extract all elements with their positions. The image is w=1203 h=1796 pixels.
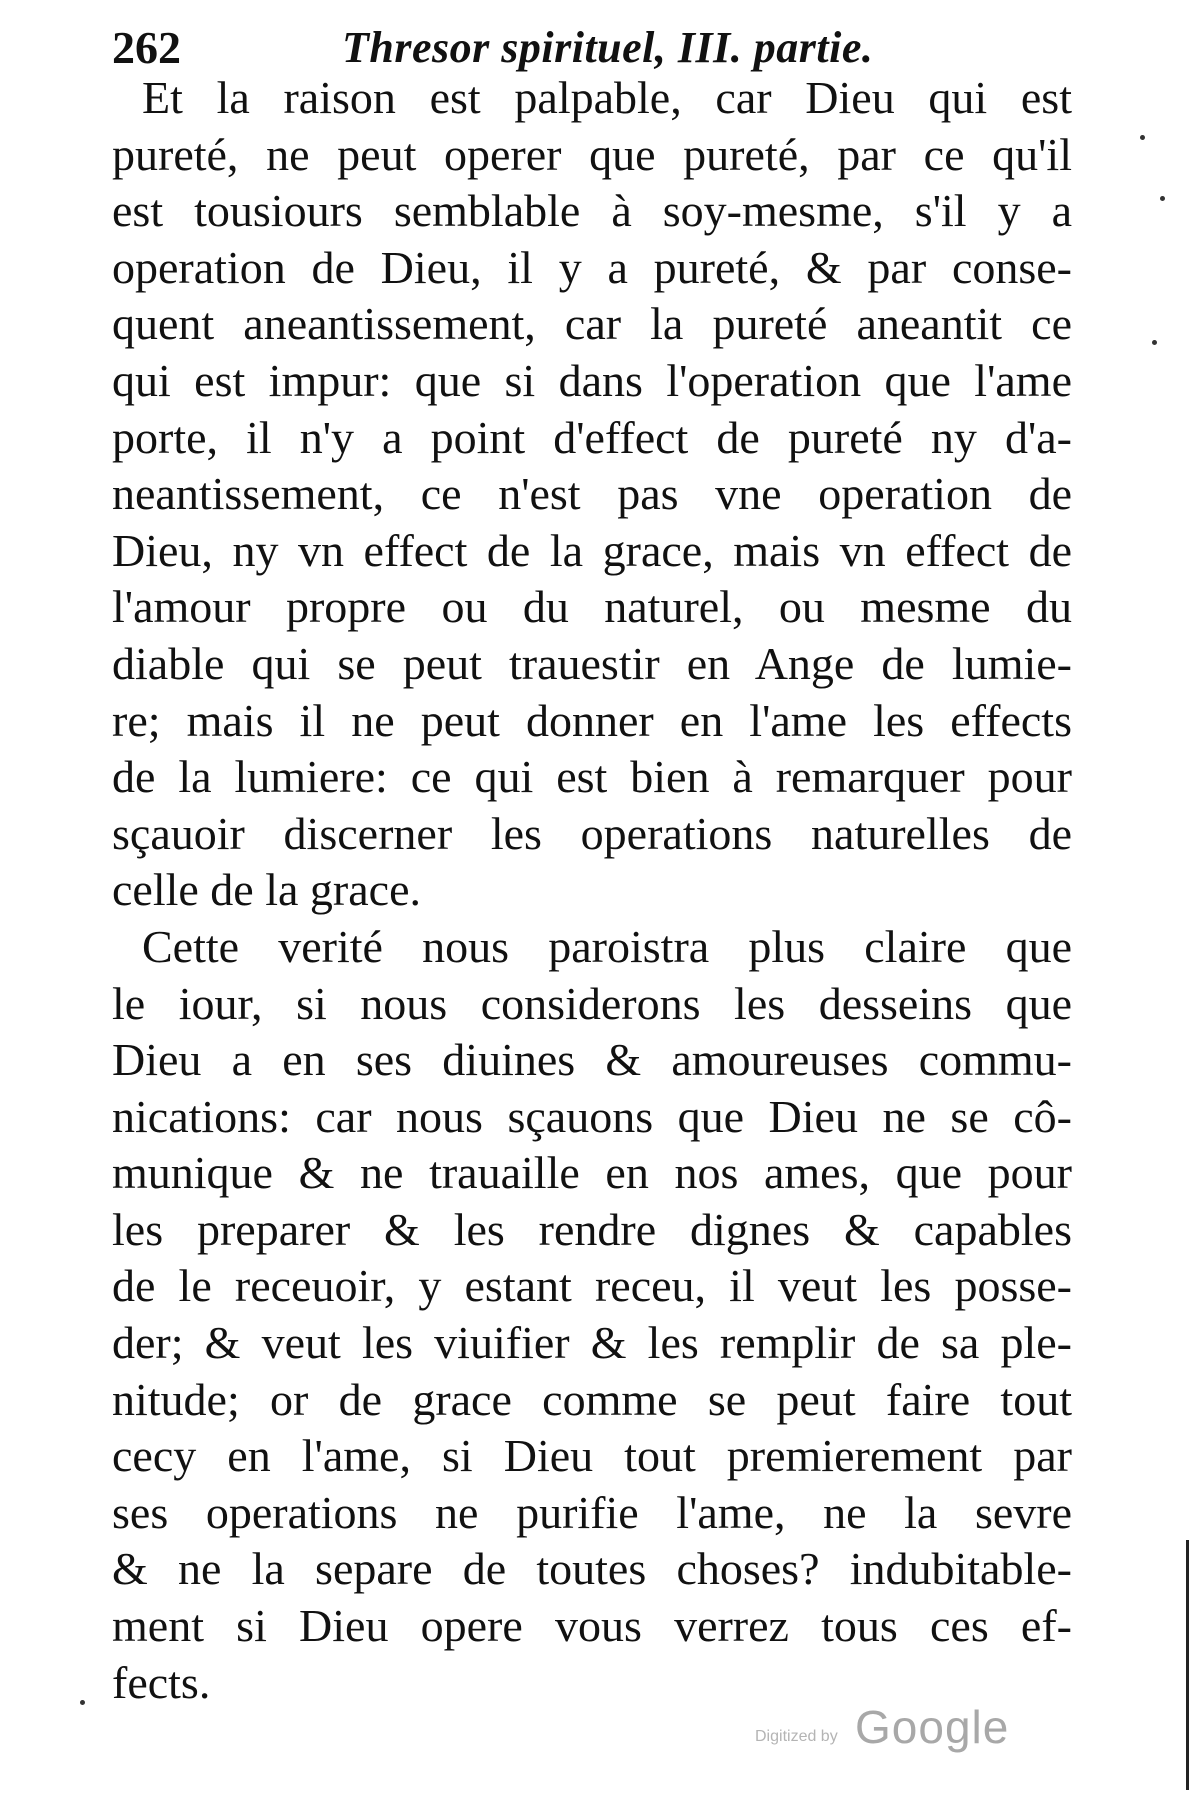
text-line: ment si Dieu opere vous verrez tous ces ef- [112,1600,1072,1652]
running-head [112,18,1072,78]
paragraph-1 [112,70,1072,919]
text-line: l'amour propre ou du naturel, ou mesme du [112,581,1072,633]
text-line: cecy en l'ame, si Dieu tout premierement par [112,1430,1072,1482]
paragraph-2 [112,919,1072,1711]
text-line: der; & veut les viuifier & les remplir de sa ple- [112,1317,1072,1369]
text-line: nications: car nous sçauons que Dieu ne se cô- [112,1090,1072,1142]
text-line: sçauoir discerner les operations naturelles de [112,807,1072,859]
text-line: fects. [112,1656,211,1708]
text-line: nitude; or de grace comme se peut faire tout [112,1373,1072,1425]
text-line: de le receuoir, y estant receu, il veut les posse- [112,1260,1072,1312]
text-line: re; mais il ne peut donner en l'ame les effects [112,694,1072,746]
text-line: est tousiours semblable à soy-mesme, s'il y a [112,185,1072,237]
text-line: de la lumiere: ce qui est bien à remarquer pour [112,751,1072,803]
digitized-watermark [755,1700,1015,1760]
ink-speck [1160,196,1165,201]
text-line: diable qui se peut trauestir en Ange de lumie- [112,637,1072,689]
ink-speck [80,1700,85,1705]
page-number: 262 [112,22,181,73]
text-line: pureté, ne peut operer que pureté, par ce qu'il [112,128,1072,180]
text-line: le iour, si nous considerons les desseins que [112,977,1072,1029]
text-line: Cette verité nous paroistra plus claire que [142,920,1072,972]
text-line: Dieu a en ses diuines & amoureuses commu- [112,1034,1072,1086]
body-text [112,70,1072,1711]
text-line: ses operations ne purifie l'ame, ne la sevre [112,1486,1072,1538]
text-line: les preparer & les rendre dignes & capables [112,1203,1072,1255]
page-edge-line [1186,1540,1189,1790]
running-title: Thresor spirituel, III. partie. [342,23,874,72]
text-line: Et la raison est palpable, car Dieu qui est [142,72,1072,123]
ink-speck [1140,135,1145,140]
text-line: Dieu, ny vn effect de la grace, mais vn effect de [112,524,1072,576]
text-line: & ne la separe de toutes choses? indubitable- [112,1543,1072,1595]
text-line: celle de la grace. [112,864,421,916]
text-line: qui est impur: que si dans l'operation que l'ame [112,354,1072,406]
text-line: quent aneantissement, car la pureté aneantit ce [112,298,1072,350]
watermark-prefix: Digitized by [755,1728,838,1745]
watermark-brand-logo: Google [855,1701,1010,1753]
text-line: porte, il n'y a point d'effect de pureté ny d'a- [112,411,1072,463]
text-line: operation de Dieu, il y a pureté, & par conse- [112,241,1072,293]
text-line: neantissement, ce n'est pas vne operation de [112,468,1072,520]
text-line: munique & ne trauaille en nos ames, que pour [112,1147,1072,1199]
ink-speck [1152,340,1157,345]
